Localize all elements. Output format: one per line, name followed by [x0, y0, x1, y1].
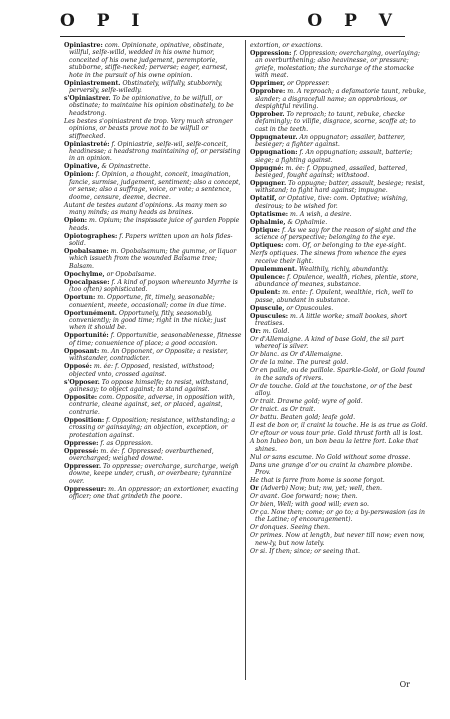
dictionary-entry [64, 233, 242, 248]
entry-definition: Autant de testes autant d'opinions. As many men so many minds; as many heads as braines. [64, 201, 227, 217]
entry-definition: m. Opportune, fit, timely, seasonable; conuenient, meete, occasionall; come in due time. [69, 294, 227, 309]
header-left: O P I [60, 11, 148, 31]
entry-definition: Or traict. as Or trait. [250, 406, 316, 414]
dictionary-entry [250, 149, 428, 164]
entry-definition: To reproach; to taunt, rebuke, checke defamingly; to vilifie, disgrace, scorne, scoffe at; to cast in the teeth. [255, 111, 416, 133]
dictionary-entry [250, 462, 428, 477]
entry-definition: Or ça. Now then; come; or go to; a by-perswasion (as in the Latine; of encouragement). [250, 508, 425, 524]
dictionary-entry [250, 305, 428, 312]
dictionary-entry [64, 379, 242, 394]
entry-headword: Or [250, 484, 259, 492]
dictionary-entry [64, 417, 242, 439]
entry-definition: com. Opinionate, opinative, obstinate, willful, selfe-willd, wedded in his owne humor, conceited of his owne judgement, peremptorie, stubborne, stiffe-necked; perverse; eager, earnest, hote in the pursuit of his owne opinion. [69, 42, 228, 79]
entry-headword: Opulemment. [250, 265, 298, 273]
entry-definition: or Opuscoules. [286, 304, 334, 312]
dictionary-entry [64, 118, 242, 140]
entry-headword: Opiniastrement. [64, 79, 121, 87]
entry-definition: f. An oppugnation; assault, batterie; siege; a fighting against. [255, 149, 413, 164]
entry-definition: f. A kind of poyson whereunto Myrrhe is (too often) sophisticated. [69, 278, 238, 294]
entry-headword: Opinion: [64, 171, 94, 179]
right-column [250, 42, 428, 556]
entry-definition: Obstinately, wilfully, stubbornly, perversly, selfe-wiledly. [69, 79, 223, 95]
entry-definition: m. A little worke; small bookes, short treatises. [255, 312, 408, 327]
entry-definition: An oppugnator; assailer, batterer, besieger; a fighter against. [255, 133, 406, 149]
entry-definition: extortion, or exactions. [250, 42, 323, 49]
entry-definition: Wealthily, richly, abundantly. [299, 265, 389, 273]
entry-definition: Or de touche. Gold at the touchstone, or of the best alloy. [250, 382, 413, 398]
dictionary-entry [250, 359, 428, 366]
dictionary-entry [250, 111, 428, 133]
entry-definition: He that is farre from home is soone forgot. [250, 476, 385, 484]
entry-headword: Oportunément. [64, 309, 117, 317]
entry-headword: Optatif, [250, 195, 277, 203]
entry-definition: com. Of, or belonging to the eye-sight. [285, 242, 407, 250]
entry-definition: To oppugne; batter, assault, besiege; resist, withstand; to fight hard against; impugne. [255, 180, 425, 195]
entry-headword: Opiotographes: [64, 232, 118, 240]
entry-definition: (Adverb) Now; but; nw, yet; well, then. [260, 484, 383, 492]
entry-headword: Ophalmie, [250, 218, 286, 226]
entry-definition: or Opobalsame. [106, 270, 157, 278]
entry-headword: s'Opiniastrer. [64, 95, 111, 103]
dictionary-entry [64, 248, 242, 270]
entry-definition: m. Opium; the inspissate juice of garden Poppie heads. [69, 217, 240, 232]
dictionary-entry [250, 438, 428, 453]
entry-headword: Optique: [250, 226, 280, 234]
entry-headword: Opposite: [64, 393, 98, 401]
dictionary-entry [64, 95, 242, 117]
entry-definition: Or eftour or vous tour prie. Gold thrust forth all is lost. [250, 430, 423, 438]
entry-headword: Opulent: [250, 289, 281, 297]
dictionary-entry [250, 289, 428, 304]
dictionary-entry [64, 171, 242, 201]
entry-headword: Opion: [64, 217, 87, 225]
entry-headword: Opportunité: [64, 332, 109, 340]
entry-headword: Or: [250, 327, 261, 335]
header-rule [60, 36, 405, 37]
dictionary-entry [64, 42, 242, 79]
entry-headword: Opposition: [64, 416, 105, 424]
entry-headword: Opiniastre: [64, 42, 103, 49]
entry-definition: & Ophalmie. [287, 218, 328, 226]
entry-definition: f. Opportunitie, seasonablenesse, fitnesse of time; conuenience of place; a good occasion. [69, 332, 242, 347]
entry-definition: Les bestes s'opiniastrent de trop. Very much stronger opinions, or beasts prove not to be wilfull or stiffnecked. [64, 117, 233, 140]
entry-headword: Opuscules: [250, 312, 289, 320]
entry-definition: f. Papers written upon an hols fides-solid. [69, 232, 233, 247]
entry-definition: Or bien, Well; with good will; even so. [250, 500, 369, 508]
dictionary-entry [64, 217, 242, 232]
entry-definition: f. Opulence, wealth, riches, plentie, store, abundance of meanes, substance. [255, 273, 419, 289]
entry-definition: m. A reproach; a defamatorie taunt, rebuke, slander; a disgracefull name; an opprobrious, or despightful reviling. [255, 88, 427, 111]
dictionary-entry [250, 501, 428, 508]
dictionary-entry [250, 274, 428, 289]
catchword: Or [399, 680, 410, 689]
dictionary-entry [64, 202, 242, 217]
dictionary-entry [250, 242, 428, 249]
entry-definition: Or donques. Seeing then. [250, 524, 330, 532]
entry-definition: Or blanc. as Or d'Allemaigne. [250, 351, 343, 359]
entry-definition: or Oppresser. [287, 80, 330, 88]
entry-definition: Nul or sans escume. No Gold without some drosse. [250, 453, 411, 461]
entry-headword: Opposé: [64, 363, 92, 371]
entry-definition: Or si. If then; since; or seeing that. [250, 547, 360, 555]
entry-definition: To be opinionative, to be wilfull, or obstinate; to maintaine his opinion obstinately, to be headstrong. [69, 95, 234, 117]
entry-headword: Oppresse: [64, 439, 99, 447]
entry-definition: m. Gold. [262, 327, 290, 335]
entry-definition: f. as Oppression. [100, 439, 153, 447]
entry-definition: Nerfs optiques. The sinews from whence the eyes receive their light. [250, 250, 407, 265]
dictionary-entry [64, 394, 242, 416]
dictionary-entry [64, 294, 242, 309]
entry-definition: To oppresse; overcharge, surcharge, weigh downe, keepe under, crush, or overbeare; tyrannize over. [69, 463, 239, 485]
dictionary-entry [250, 383, 428, 398]
dictionary-entry [250, 548, 428, 555]
entry-definition: m. An Opponent, or Opposite; a resister, withstander, contradicter. [69, 347, 228, 363]
entry-headword: Oppressé: [64, 447, 99, 455]
dictionary-entry [250, 398, 428, 405]
entry-headword: Opinative, [64, 163, 100, 171]
entry-definition: Or battu. Beaten gold; leafe gold. [250, 414, 356, 422]
entry-headword: s'Opposer. [64, 378, 100, 386]
entry-headword: Oppugnation: [250, 149, 298, 157]
entry-definition: Dans une grange d'or ou craint la chambre plombe. Prov. [250, 461, 413, 476]
entry-definition: f. Opinion, a thought, conceit, imagination, fancie, surmise, judgement, sentiment; also a concept, or sense; also a suffrage, voice, or vote; a sentence, doome, censure, deeme, decree. [69, 171, 241, 201]
dictionary-entry [250, 430, 428, 437]
entry-definition: m. An oppressor; an extortioner, exacting officer; one that grindeth the poore. [69, 485, 239, 501]
entry-headword: Oppugné: [250, 164, 284, 172]
entry-headword: Oppresser. [64, 463, 101, 470]
entry-definition: Or en paille, ou de paillole. Sparkle-Gold, or Gold found in the sands of rivers. [250, 367, 425, 382]
dictionary-entry [250, 88, 428, 110]
dictionary-entry [250, 180, 428, 195]
entry-definition: f. Opposition; resistance, withstanding; a crossing or gainsaying; an objection, exception, or protestation against. [69, 416, 236, 439]
dictionary-entry [250, 509, 428, 524]
entry-headword: Oportun: [64, 294, 96, 302]
dictionary-entry [250, 313, 428, 328]
entry-headword: Opocalpasse: [64, 278, 110, 286]
dictionary-entry [250, 336, 428, 351]
entry-headword: Oppression: [250, 50, 292, 57]
entry-definition: m. ée: f. Oppugned, assailed, battered, besieged, fought against; withstood. [255, 164, 408, 180]
dictionary-entry [250, 195, 428, 210]
dictionary-entry [250, 219, 428, 226]
entry-definition: m. ée: f. Opposed, resisted, withstood; objected vnto, crossed against. [69, 363, 215, 378]
entry-definition: A bon Iubeo bon, un bon beau la lettre fort. Loke that shines. [250, 438, 419, 453]
entry-definition: m. ée: f. Oppressed; overburthened, overcharged; weighed downe. [69, 447, 214, 462]
entry-definition: Or avant. Goe forward; now; then. [250, 492, 358, 500]
entry-headword: Opprobre: [250, 88, 286, 96]
dictionary-entry [250, 165, 428, 180]
entry-headword: Opobalsame: [64, 247, 109, 255]
dictionary-entry [250, 406, 428, 413]
dictionary-entry [250, 80, 428, 87]
dictionary-entry [250, 266, 428, 273]
dictionary-entry [64, 463, 242, 485]
column-divider [245, 40, 246, 680]
entry-definition: com. Opposite, adverse, in opposition with, contrarie, cleane against, set, or placed, against, contrarie. [69, 393, 235, 416]
entry-definition: Or trait. Drawne gold; wyre of gold. [250, 398, 363, 406]
entry-definition: m. Opobalsamum; the gumme, or liquor which issueth from the wounded Balsame tree; Balsam. [69, 247, 237, 270]
dictionary-entry [250, 532, 428, 547]
entry-headword: Opprober. [250, 111, 285, 119]
dictionary-entry [250, 524, 428, 531]
entry-definition: Il est de bon or, il craint la touche. He is as true as Gold. [250, 422, 428, 430]
dictionary-entry [64, 279, 242, 294]
dictionary-entry [250, 50, 428, 80]
entry-headword: Optatisme: [250, 210, 289, 218]
entry-headword: Opochylme, [64, 270, 105, 278]
entry-headword: Opposant: [64, 347, 100, 355]
dictionary-entry [64, 271, 242, 278]
entry-headword: Oppugner. [250, 180, 287, 188]
entry-definition: To oppose himselfe; to resist, withstand, gainesay; to object against; to stand against. [69, 378, 229, 393]
dictionary-entry [250, 454, 428, 461]
dictionary-entry [250, 351, 428, 358]
dictionary-entry [250, 328, 428, 335]
entry-definition: m. A wish, a desire. [290, 210, 352, 218]
dictionary-entry [64, 332, 242, 347]
dictionary-entry [250, 485, 428, 492]
running-header [60, 10, 400, 32]
dictionary-entry [250, 367, 428, 382]
entry-definition: f. Opiniastrie, selfe-wil, selfe-conceit, headinesse; a headstrong maintaining of, or persisting in an opinion. [69, 140, 241, 163]
entry-headword: Opulence: [250, 273, 285, 281]
dictionary-entry [64, 348, 242, 363]
dictionary-entry [64, 80, 242, 95]
left-column [64, 42, 242, 501]
dictionary-entry [250, 250, 428, 265]
entry-headword: Oppugnateur. [250, 133, 298, 141]
entry-definition: f. As we say for the reason of sight and the science of perspective; belonging to the eye. [255, 226, 417, 242]
entry-definition: Or de la mine. The purest gold. [250, 359, 349, 367]
dictionary-entry [64, 440, 242, 447]
entry-headword: Optiques: [250, 242, 284, 250]
entry-definition: Or d'Allemaigne. A kind of base Gold, the sil part whereof is silver. [250, 335, 405, 351]
dictionary-entry [250, 134, 428, 149]
dictionary-entry [64, 141, 242, 163]
entry-definition: Opportunely, fitly, seasonably, conveniently; in good time; right in the nicke; just when it should be. [69, 309, 227, 332]
dictionary-entry [64, 310, 242, 332]
entry-definition: f. Oppression; overcharging, overlaying; an overburthening; also heavinesse, or pressure; griefe, molestation; the surcharge of the stomacke with meat. [255, 50, 420, 80]
dictionary-entry [250, 211, 428, 218]
dictionary-entry [250, 493, 428, 500]
entry-headword: Oppresseur: [64, 485, 107, 493]
dictionary-entry [64, 363, 242, 378]
dictionary-entry [64, 486, 242, 501]
dictionary-entry [250, 422, 428, 429]
entry-headword: Opiniastreté: [64, 140, 110, 148]
dictionary-entry [250, 414, 428, 421]
dictionary-entry [250, 477, 428, 484]
dictionary-entry [250, 227, 428, 242]
entry-headword: Opuscule, [250, 304, 285, 312]
entry-headword: Opprimer, [250, 80, 286, 88]
dictionary-entry [250, 42, 428, 49]
dictionary-entry [64, 163, 242, 170]
entry-definition: Or primes. Now at length, but never till now; even now, new-ly, but now lately. [250, 532, 425, 547]
entry-definition: or Optative, tive: com. Optative; wishing, desirous; to be wished for. [255, 195, 408, 210]
dictionary-entry [64, 448, 242, 463]
entry-definition: & Opinastrette. [101, 163, 151, 171]
entry-definition: m. ente: f. Opulent, wealthie, rich, well to passe, abundant in substance. [255, 289, 413, 304]
header-right: O P V [307, 11, 400, 31]
